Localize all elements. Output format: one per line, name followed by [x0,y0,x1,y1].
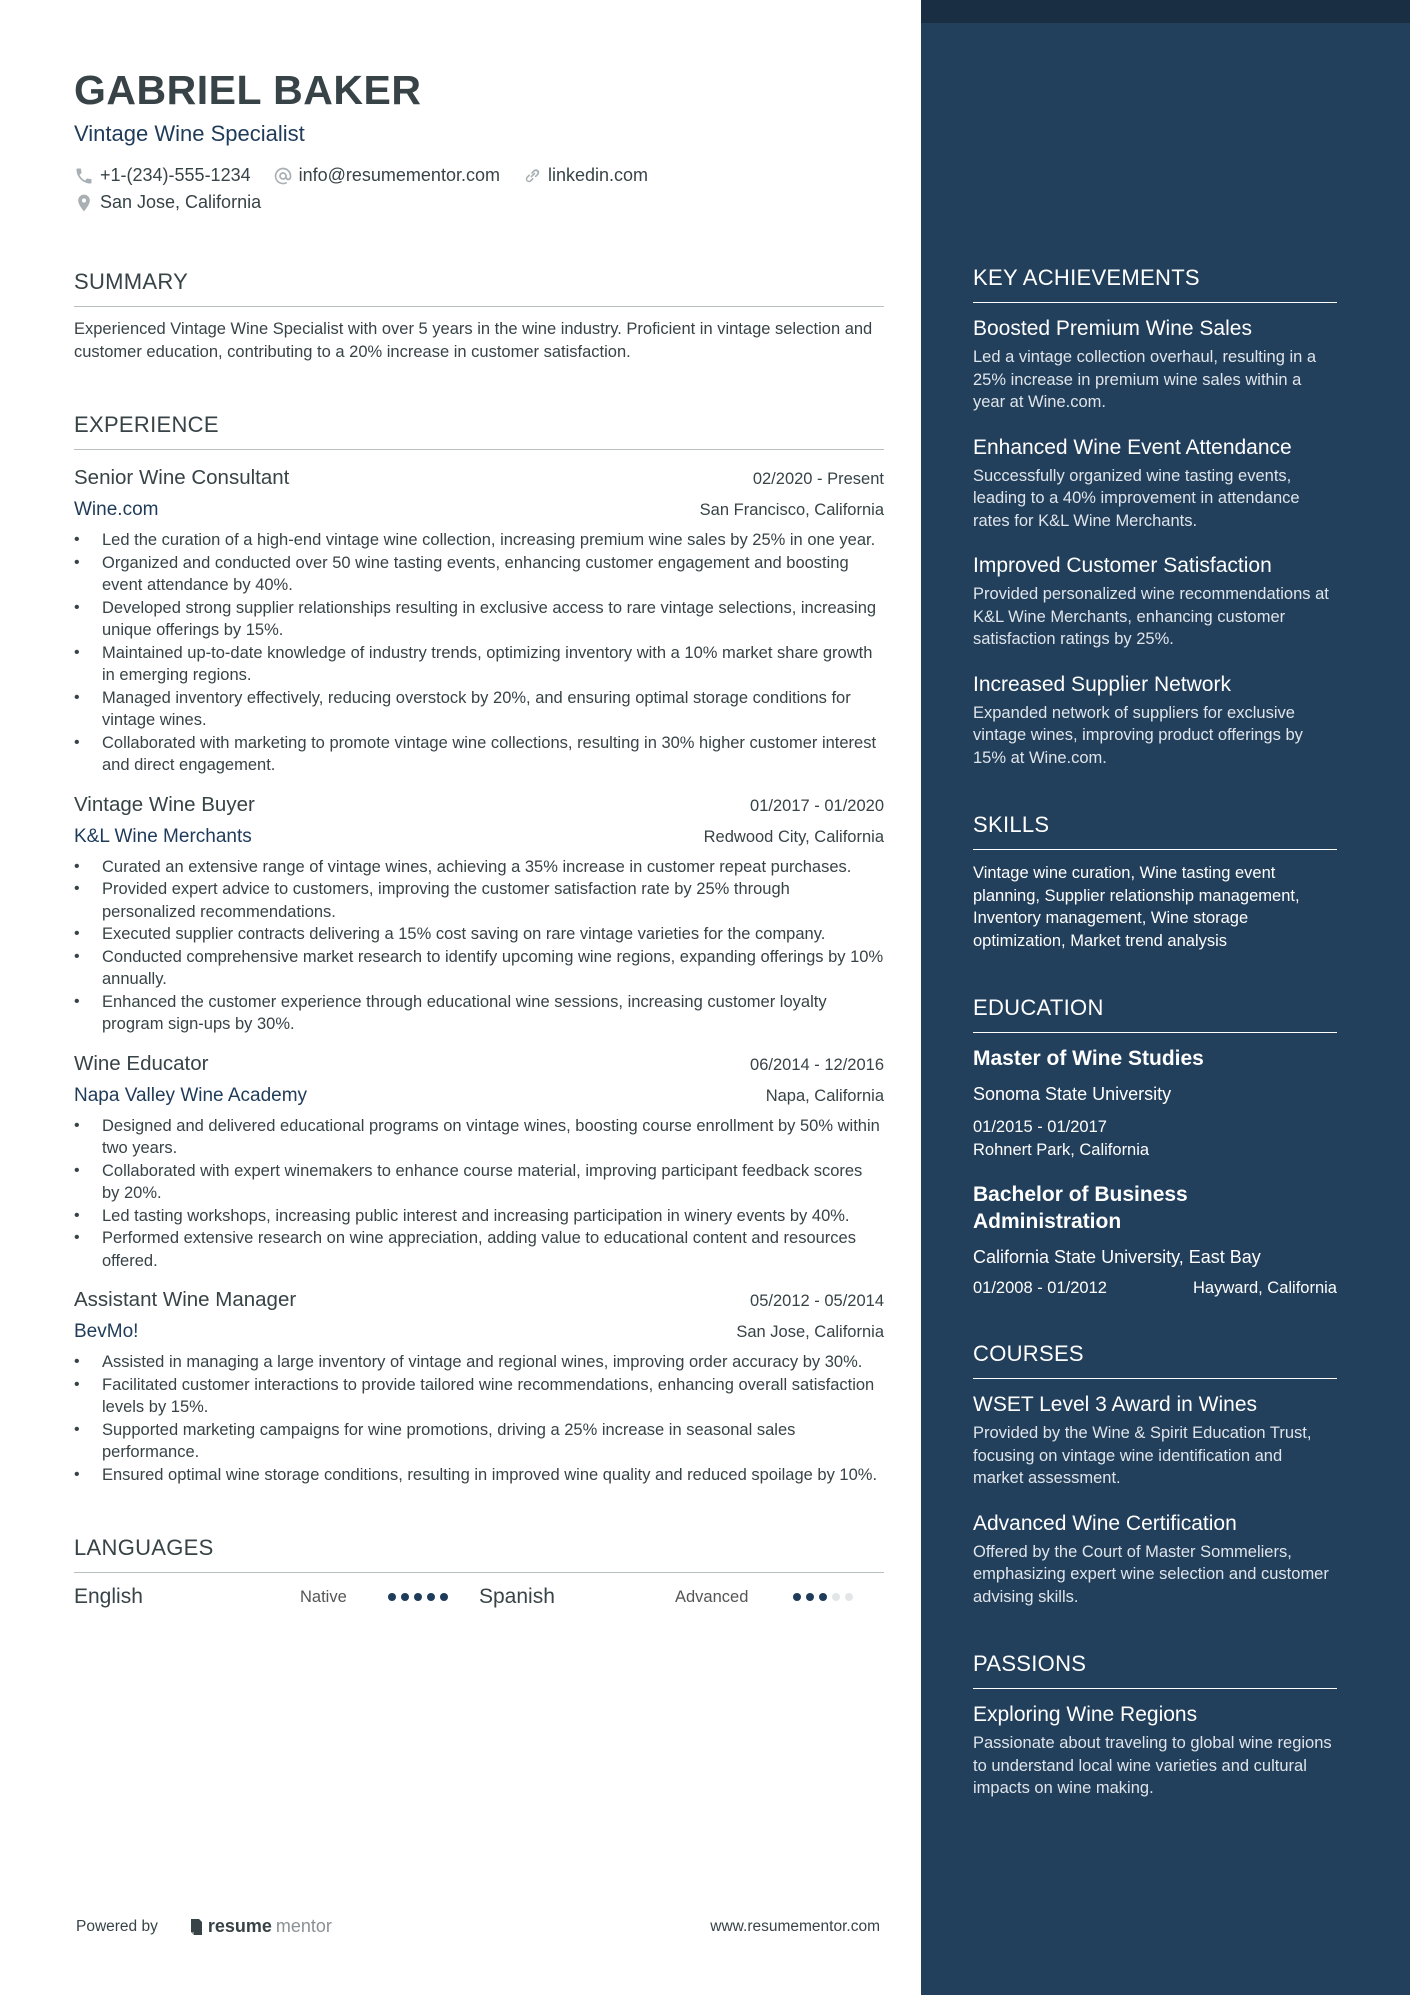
passions-section [973,1650,1337,1800]
experience-section [74,411,884,1486]
passion-title: Exploring Wine Regions [973,1703,1198,1726]
bullet-item: • Ensured optimal wine storage conditions, resulting in improved wine quality and reduced spoilage by 10%. [74,1464,884,1487]
skills-text: Vintage wine curation, Wine tasting event planning, Supplier relationship management, Inventory management, Wine storage optimization, Market trend analysis [973,864,1300,950]
job-location: San Francisco, California [699,501,884,519]
powered-by-label: Powered by [76,1917,158,1935]
rating-dot-filled [427,1593,435,1601]
course-item [973,1391,1337,1490]
education-location: Rohnert Park, California [973,1140,1150,1159]
email-contact[interactable] [273,162,500,189]
bullet-item: • Provided expert advice to customers, improving the customer satisfaction rate by 25% through personalized recommendations. [74,878,884,923]
achievement-text: Expanded network of suppliers for exclusive vintage wines, improving product offerings by 15% at Wine.com. [973,703,1303,767]
course-text: Provided by the Wine & Spirit Education Trust, focusing on vintage wine identification and market assessment. [973,1424,1312,1487]
job-dates: 02/2020 - Present [752,470,884,488]
job-company: K&L Wine Merchants [74,825,252,847]
job-location: Napa, California [765,1086,884,1105]
achievements-title: KEY ACHIEVEMENTS [973,264,1337,303]
education-school: Sonoma State University [973,1084,1172,1104]
summary-text: Experienced Vintage Wine Specialist with over 5 years in the wine industry. Proficient in vintage selection and customer education, contributing to a 20% increase in customer satisfaction. [74,320,873,361]
language-rating [388,1593,448,1601]
bullet-item: • Collaborated with expert winemakers to enhance course material, improving participant feedback scores by 20%. [74,1160,884,1205]
job-title: Wine Educator [74,1051,209,1075]
job-entry [74,1050,884,1273]
language-item [479,1585,884,1609]
bullet-item: • Conducted comprehensive market research to identify upcoming wine regions, expanding offerings by 10% annually. [74,946,884,991]
sidebar-column [973,264,1337,1800]
passion-text: Passionate about traveling to global wine regions to understand local wine varieties and cultural impacts on wine making. [973,1734,1332,1797]
job-dates: 01/2017 - 01/2020 [750,796,884,815]
courses-title: COURSES [973,1340,1337,1379]
education-location: Hayward, California [1193,1279,1337,1297]
job-entry [74,1286,884,1486]
bullet-item: • Supported marketing campaigns for wine promotions, driving a 25% increase in seasonal sales performance. [74,1419,884,1464]
job-bullets [74,1351,884,1486]
rating-dot-filled [388,1593,396,1601]
at-icon [273,166,293,186]
education-title: EDUCATION [973,994,1337,1033]
bullet-item: • Executed supplier contracts delivering a 15% cost saving on rare vintage varieties for the company. [74,923,884,946]
bullet-item: • Organized and conducted over 50 wine tasting events, enhancing customer engagement and boosting event attendance by 40%. [74,552,884,597]
job-bullets [74,529,884,777]
rating-dot-filled [414,1593,422,1601]
sidebar-top-band [921,0,1410,23]
candidate-name: GABRIEL BAKER [74,67,422,113]
job-location: Redwood City, California [703,827,884,846]
bullet-item: • Performed extensive research on wine appreciation, adding value to educational content and resources offered. [74,1227,884,1272]
bullet-item: • Developed strong supplier relationships resulting in exclusive access to rare vintage selections, increasing unique offerings by 15%. [74,597,884,642]
bullet-item: • Managed inventory effectively, reducing overstock by 20%, and ensuring optimal storage conditions for vintage wines. [74,687,884,732]
job-dates: 05/2012 - 05/2014 [750,1292,884,1310]
skills-title: SKILLS [973,811,1337,850]
linkedin-text: linkedin.com [547,165,649,185]
education-school: California State University, East Bay [973,1247,1261,1267]
skills-section [973,811,1337,952]
bullet-item: • Enhanced the customer experience through educational wine sessions, increasing customer loyalty program sign-ups by 30%. [74,991,884,1036]
languages-section [74,1534,884,1609]
rating-dot-empty [845,1593,853,1601]
email-text: info@resumementor.com [298,165,500,185]
achievement-text: Provided personalized wine recommendations at K&L Wine Merchants, enhancing customer satisfaction ratings by 25%. [973,585,1329,648]
language-level: Advanced [675,1587,749,1606]
courses-section [973,1340,1337,1608]
brand-logo[interactable] [188,1916,332,1937]
course-title: Advanced Wine Certification [973,1511,1237,1535]
job-title: Senior Wine Consultant [74,466,290,489]
location-pin-icon [74,193,94,213]
achievement-text: Led a vintage collection overhaul, resulting in a 25% increase in premium wine sales within a year at Wine.com. [973,348,1317,411]
course-text: Offered by the Court of Master Sommeliers, emphasizing expert wine selection and customer advising skills. [973,1542,1329,1606]
achievement-title: Enhanced Wine Event Attendance [973,435,1292,459]
bullet-item: • Led tasting workshops, increasing public interest and increasing participation in winery events by 40%. [74,1205,884,1228]
experience-title: EXPERIENCE [74,411,884,450]
bullet-item: • Led the curation of a high-end vintage wine collection, increasing premium wine sales by 25% in one year. [74,529,884,552]
job-bullets [74,1115,884,1273]
main-column [74,64,884,1609]
job-bullets [74,856,884,1036]
phone-text: +1-(234)-555-1234 [100,165,251,185]
achievement-title: Increased Supplier Network [973,672,1231,696]
rating-dot-filled [440,1593,448,1601]
job-location: San Jose, California [736,1323,884,1341]
achievement-title: Boosted Premium Wine Sales [973,317,1252,340]
language-rating [793,1593,853,1601]
job-company: Wine.com [74,499,159,520]
course-title: WSET Level 3 Award in Wines [973,1393,1258,1416]
job-entry [74,464,884,777]
phone-contact[interactable] [74,162,251,189]
achievement-item [973,552,1337,651]
achievement-item [973,671,1337,770]
job-company: BevMo! [74,1321,139,1342]
languages-title: LANGUAGES [74,1534,884,1573]
education-dates: 01/2008 - 01/2012 [973,1279,1107,1297]
bullet-item: • Facilitated customer interactions to provide tailored wine recommendations, enhancing overall satisfaction levels by 15%. [74,1374,884,1419]
candidate-role: Vintage Wine Specialist [74,121,305,146]
achievement-item [973,434,1337,533]
rating-dot-filled [806,1593,814,1601]
job-company: Napa Valley Wine Academy [74,1084,308,1106]
location-contact [74,189,261,216]
course-item [973,1510,1337,1609]
contact-info [74,162,884,216]
education-dates: 01/2015 - 01/2017 [973,1118,1107,1136]
rating-dot-filled [401,1593,409,1601]
job-title: Vintage Wine Buyer [74,792,255,816]
job-title: Assistant Wine Manager [74,1288,297,1311]
passions-title: PASSIONS [973,1650,1337,1689]
bullet-item: • Curated an extensive range of vintage wines, achieving a 35% increase in customer repeat purchases. [74,856,884,879]
resumementor-logo-icon [188,1918,204,1936]
summary-section [74,268,884,363]
achievement-item [973,315,1337,414]
brand-name-bold: resume [207,1916,272,1936]
bullet-item: • Maintained up-to-date knowledge of industry trends, optimizing inventory with a 10% market share growth in emerging regions. [74,642,884,687]
brand-name-light: mentor [275,1916,332,1936]
rating-dot-filled [819,1593,827,1601]
rating-dot-empty [832,1593,840,1601]
bullet-item: • Designed and delivered educational programs on vintage wines, boosting course enrollment by 50% within two years. [74,1115,884,1160]
education-item [973,1045,1337,1161]
page-footer [76,1916,880,1937]
language-item [74,1585,479,1609]
job-dates: 06/2014 - 12/2016 [750,1055,884,1074]
education-item [973,1181,1337,1298]
summary-title: SUMMARY [74,268,884,307]
education-section [973,994,1337,1298]
achievements-section [973,264,1337,769]
education-degree: Master of Wine Studies [973,1047,1204,1070]
rating-dot-filled [793,1593,801,1601]
achievement-title: Improved Customer Satisfaction [973,554,1272,577]
education-degree: Bachelor of Business Administration [973,1183,1188,1233]
linkedin-contact[interactable] [522,162,648,189]
phone-icon [74,166,94,186]
language-name: Spanish [479,1585,555,1608]
language-level: Native [300,1587,347,1606]
bullet-item: • Collaborated with marketing to promote vintage wine collections, resulting in 30% higher customer interest and direct engagement. [74,732,884,777]
website-link[interactable]: www.resumementor.com [710,1917,880,1935]
passion-item [973,1701,1337,1800]
location-text: San Jose, California [100,192,262,212]
job-entry [74,791,884,1036]
link-icon [522,166,542,186]
bullet-item: • Assisted in managing a large inventory of vintage and regional wines, improving order accuracy by 30%. [74,1351,884,1374]
achievement-text: Successfully organized wine tasting events, leading to a 40% improvement in attendance rates for K&L Wine Merchants. [973,466,1300,530]
language-name: English [74,1585,143,1608]
